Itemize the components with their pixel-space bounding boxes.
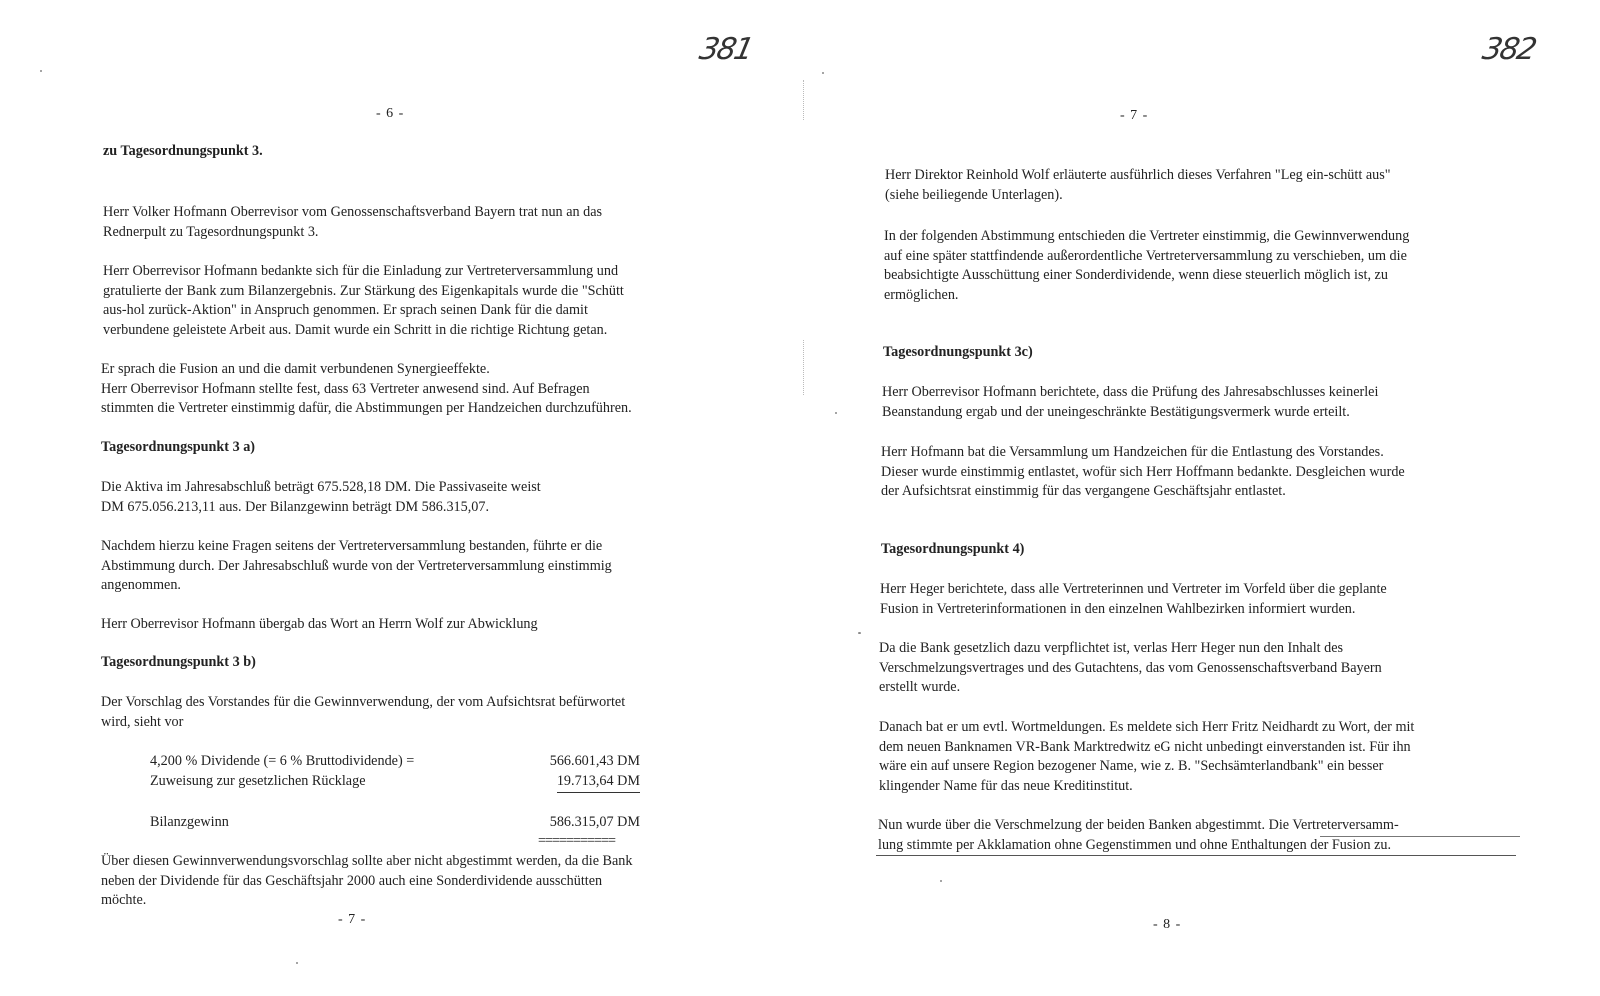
balance-total-row — [150, 813, 640, 833]
paragraph: Herr Oberrevisor Hofmann berichtete, dass die Prüfung des Jahresabschlusses keinerlei Beanstandung ergab und der uneingeschränkte Bestätigungsvermerk wurde erteilt. — [882, 384, 1379, 420]
footer-page-number: - 8 - — [1153, 917, 1182, 932]
paragraph: Nachdem hierzu keine Fragen seitens der Vertreterversammlung bestanden, führte er die Abstimmung durch. Der Jahresabschluß wurde von der Vertreterversammlung einstimmig angenommen. — [101, 538, 612, 593]
scan-artifact-line — [1320, 836, 1520, 837]
scan-speck — [296, 962, 298, 964]
handwritten-page-number: 381 — [696, 32, 756, 67]
paragraph: Herr Oberrevisor Hofmann übergab das Wort an Herrn Wolf zur Abwicklung — [101, 616, 538, 632]
scan-speck — [835, 412, 837, 414]
right-page — [800, 0, 1600, 996]
paragraph: Herr Hofmann bat die Versammlung um Handzeichen für die Entlastung des Vorstandes. Dieser wurde einstimmig entlastet, wofür sich Herr Hoffmann bedankte. Desgleichen wurde der Aufsichtsrat einstimmig für das vergangene Geschäftsjahr entlastet. — [881, 444, 1405, 499]
heading-agenda-3c: Tagesordnungspunkt 3c) — [883, 344, 1033, 360]
allocation-row — [150, 772, 640, 792]
heading-agenda-3b: Tagesordnungspunkt 3 b) — [101, 654, 256, 670]
paragraph: Danach bat er um evtl. Wortmeldungen. Es meldete sich Herr Fritz Neidhardt zu Wort, der mit dem neuen Banknamen VR-Bank Marktredwitz eG nicht unbedingt einverstanden ist. Für ihn wäre ein auf unsere Region bezogener Name, wie z. B. "Sechsämterlandbank" ein besser klingender Name für das neue Kreditinstitut. — [879, 719, 1415, 794]
header-page-number: - 7 - — [1120, 108, 1149, 123]
header-page-number: - 6 - — [376, 106, 405, 121]
total-label: Bilanzgewinn — [150, 814, 229, 830]
allocation-row — [150, 752, 640, 772]
footer-page-number: - 7 - — [338, 912, 367, 927]
paragraph: In der folgenden Abstimmung entschieden die Vertreter einstimmig, die Gewinnverwendung auf eine später stattfindende außerordentliche Vertreterversammlung zu verschieben, um die beabsichtigte Ausschüttung einer Sonderdividende, wenn diese steuerlich möglich ist, zu ermöglichen. — [884, 228, 1410, 303]
allocation-label: 4,200 % Dividende (= 6 % Bruttodividende) = — [150, 753, 415, 769]
paragraph: Herr Oberrevisor Hofmann bedankte sich für die Einladung zur Vertreterversammlung und gratulierte der Bank zum Bilanzergebnis. Zur Stärkung des Eigenkapitals wurde die "Schütt aus-hol zurück-Aktion" in Anspruch genommen. Er sprach seinen Dank für die damit verbundene geleistete Arbeit aus. Damit wurde ein Schritt in die richtige Richtung getan. — [103, 263, 624, 338]
heading-agenda-4: Tagesordnungspunkt 4) — [881, 541, 1025, 557]
double-rule: =========== — [538, 833, 616, 849]
allocation-amount: 19.713,64 DM — [557, 772, 640, 793]
paragraph: Herr Heger berichtete, dass alle Vertreterinnen und Vertreter im Vorfeld über die geplante Fusion in Vertreterinformationen in den einzelnen Wahlbezirken informiert wurden. — [880, 581, 1387, 617]
paragraph: Da die Bank gesetzlich dazu verpflichtet ist, verlas Herr Heger nun den Inhalt des Verschmelzungsvertrages und des Gutachtens, das vom Genossenschaftsverband Bayern erstellt wurde. — [879, 640, 1382, 695]
handwritten-page-number: 382 — [1479, 32, 1539, 67]
scan-speck — [40, 70, 42, 72]
paragraph: Über diesen Gewinnverwendungsvorschlag sollte aber nicht abgestimmt werden, da die Bank neben der Dividende für das Geschäftsjahr 2000 auch eine Sonderdividende ausschütten möchte. — [101, 853, 633, 908]
paragraph: Er sprach die Fusion an und die damit verbundenen Synergieeffekte. Herr Oberrevisor Hofmann stellte fest, dass 63 Vertreter anwesend sind. Auf Befragen stimmten die Vertreter einstimmig dafür, die Abstimmungen per Handzeichen durchzuführen. — [101, 361, 632, 416]
paragraph: Herr Volker Hofmann Oberrevisor vom Genossenschaftsverband Bayern trat nun an das Rednerpult zu Tagesordnungspunkt 3. — [103, 204, 603, 240]
allocation-amount: 566.601,43 DM — [549, 753, 640, 769]
scan-speck — [858, 632, 861, 634]
allocation-label: Zuweisung zur gesetzlichen Rücklage — [150, 773, 366, 789]
total-amount: 586.315,07 DM — [549, 814, 640, 830]
heading-agenda-3a: Tagesordnungspunkt 3 a) — [101, 439, 256, 455]
scan-artifact-line — [876, 855, 1516, 856]
scan-speck — [940, 880, 942, 882]
paragraph: Herr Direktor Reinhold Wolf erläuterte ausführlich dieses Verfahren "Leg ein-schütt aus" (siehe beiliegende Unterlagen). — [885, 167, 1391, 203]
scan-speck — [822, 72, 824, 74]
paragraph: Die Aktiva im Jahresabschluß beträgt 675.528,18 DM. Die Passivaseite weist DM 675.056.213,11 aus. Der Bilanzgewinn beträgt DM 586.315,07. — [101, 479, 541, 515]
paragraph: Nun wurde über die Verschmelzung der beiden Banken abgestimmt. Die Vertreterversamm- lung stimmte per Akklamation ohne Gegenstimmen und ohne Enthaltungen der Fusion zu. — [878, 817, 1399, 853]
paragraph: Der Vorschlag des Vorstandes für die Gewinnverwendung, der vom Aufsichtsrat befürwortet wird, sieht vor — [101, 694, 626, 730]
heading-agenda-3: zu Tagesordnungspunkt 3. — [103, 143, 263, 159]
